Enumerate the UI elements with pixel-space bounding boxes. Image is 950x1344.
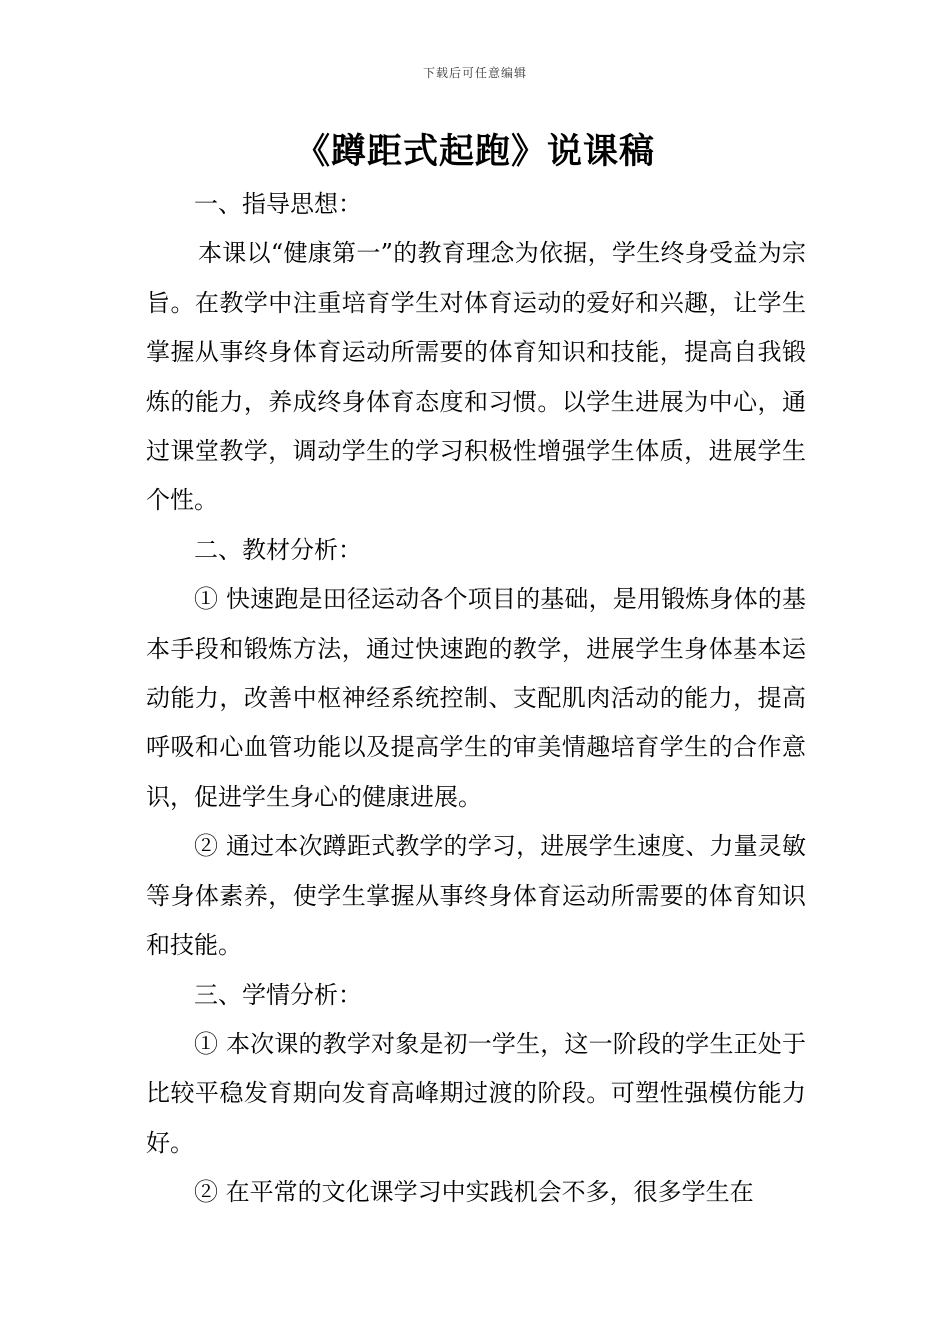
section-heading-student-analysis: 三、学情分析： [194,980,362,1009]
paragraph-guiding-ideology: 本课以“健康第一”的教育理念为依据，学生终身受益为宗旨。在教学中注重培育学生对体育运动的爱好和兴趣，让学生掌握从事终身体育运动所需要的体育知识和技能，提高自我锻炼的能力，养成终身体育态度和习惯。以学生进展为中心，通过课堂教学，调动学生的学习积极性增强学生体质，进展学生个性。 [146,239,806,515]
paragraph-student-analysis-2: ② 在平常的文化课学习中实践机会不多，很多学生在 [194,1178,754,1207]
section-heading-material-analysis: 二、教材分析： [194,535,362,564]
paragraph-material-analysis-1: ① 快速跑是田径运动各个项目的基础，是用锻炼身体的基本手段和锻炼方法，通过快速跑的教学，进展学生身体基本运动能力，改善中枢神经系统控制、支配肌肉活动的能力，提高呼吸和心血管功能以及提高学生的审美情趣培育学生的合作意识，促进学生身心的健康进展。 [146,585,806,811]
section-heading-guiding-ideology: 一、指导思想： [194,190,362,218]
paragraph-material-analysis-2: ② 通过本次蹲距式教学的学习，进展学生速度、力量灵敏等身体素养，使学生掌握从事终身体育运动所需要的体育知识和技能。 [146,832,806,960]
document-title: 《蹲距式起跑》说课稿 [294,132,655,172]
page-header: 下载后可任意编辑 [422,66,527,80]
document-body [146,180,806,1218]
paragraph-student-analysis-1: ① 本次课的教学对象是初一学生，这一阶段的学生正处于比较平稳发育期向发育高峰期过渡的阶段。可塑性强模仿能力好。 [146,1029,806,1157]
